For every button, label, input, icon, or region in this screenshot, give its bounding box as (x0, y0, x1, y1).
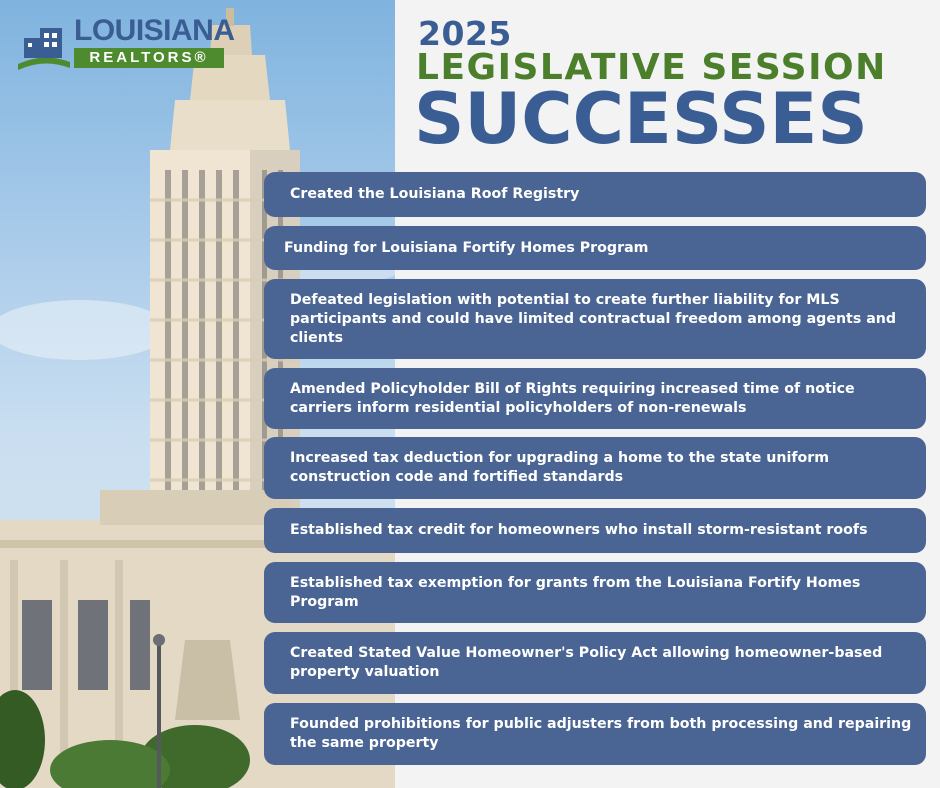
headline-subtitle: LEGISLATIVE SESSION (416, 47, 887, 88)
headline-year: 2025 (418, 14, 512, 53)
success-item-text: Established tax exemption for grants from the Louisiana Fortify Homes Program (290, 574, 861, 610)
success-item-text: Founded prohibitions for public adjusters from both processing and repairing the same property (290, 716, 912, 751)
success-item (264, 279, 926, 359)
success-item-text: Created the Louisiana Roof Registry (290, 186, 580, 202)
success-item-text: Created Stated Value Homeowner's Policy Act allowing homeowner-based property valuation (290, 645, 883, 680)
logo-realtors-bar: REALTORS® (74, 48, 224, 68)
success-item-text: Established tax credit for homeowners who install storm-resistant roofs (290, 522, 868, 538)
success-item (264, 632, 926, 694)
house-logo-icon (16, 18, 72, 70)
success-item-text: Funding for Louisiana Fortify Homes Program (284, 239, 649, 256)
louisiana-realtors-logo (12, 14, 235, 72)
headline-title: SUCCESSES (414, 78, 868, 160)
logo-wordmark: LOUISIANA (74, 14, 235, 47)
success-item (264, 226, 926, 270)
success-item-text: Increased tax deduction for upgrading a home to the state uniform construction code and fortified standards (290, 450, 830, 485)
success-item (264, 508, 926, 553)
success-item (264, 562, 926, 623)
success-item (264, 172, 926, 217)
success-item (264, 368, 926, 429)
success-item (264, 703, 926, 765)
success-item-text: Defeated legislation with potential to create further liability for MLS participants and could have limited contractual freedom among agents and clients (290, 291, 897, 346)
success-item (264, 437, 926, 499)
success-item-text: Amended Policyholder Bill of Rights requiring increased time of notice carriers inform residential policyholders of non-renewals (290, 380, 855, 416)
